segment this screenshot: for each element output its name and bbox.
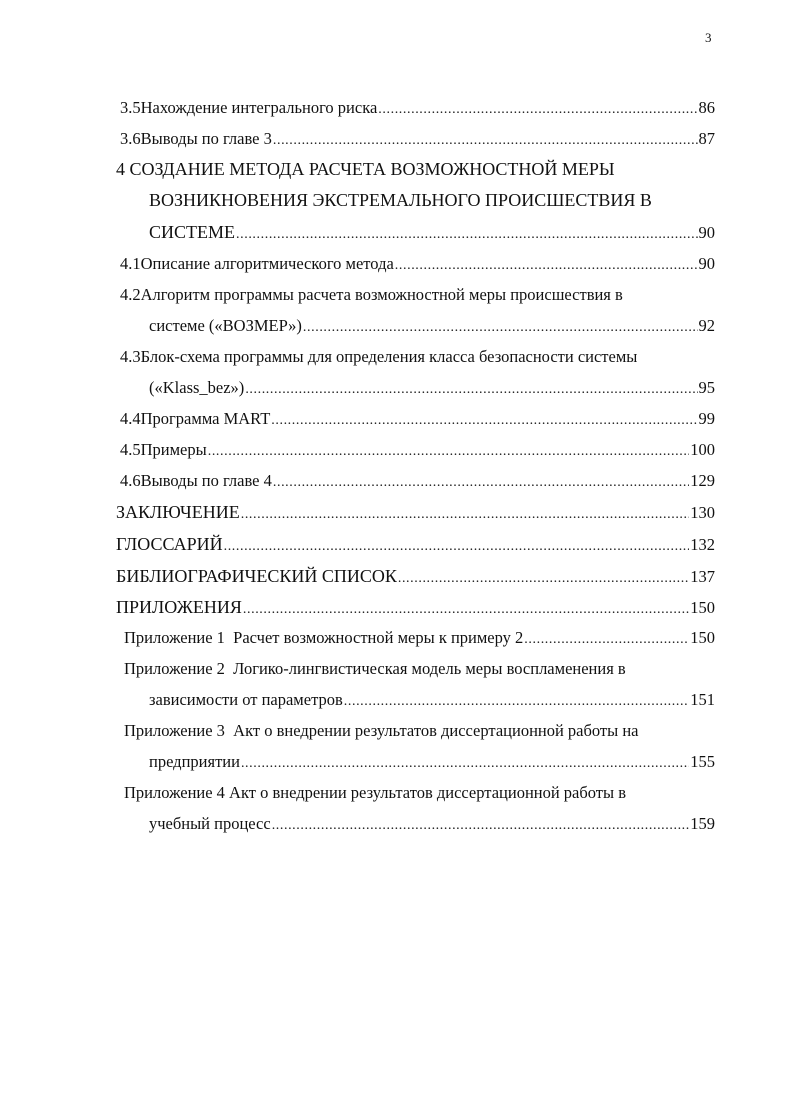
section-title: Блок-схема программы для определения класса безопасности системы bbox=[140, 347, 638, 366]
page-ref: 100 bbox=[690, 440, 715, 459]
leader-dots bbox=[224, 535, 690, 559]
page-ref: 150 bbox=[690, 628, 715, 647]
section-title: ПРИЛОЖЕНИЯ bbox=[116, 597, 242, 617]
page-number: 3 bbox=[705, 30, 712, 45]
section-title-cont: системе («ВОЗМЕР») bbox=[149, 316, 302, 335]
chapter-4-title-line1[interactable]: 4 СОЗДАНИЕ МЕТОДА РАСЧЕТА ВОЗМОЖНОСТНОЙ МЕРЫ bbox=[116, 159, 615, 179]
toc-entry-4-3[interactable] bbox=[149, 376, 715, 400]
section-title: Алгоритм программы расчета возможностной меры происшествия в bbox=[140, 285, 623, 304]
toc-entry-conclusion[interactable] bbox=[116, 500, 715, 524]
leader-dots bbox=[272, 814, 690, 838]
section-title: ГЛОССАРИЙ bbox=[116, 534, 223, 554]
page-ref: 95 bbox=[698, 378, 715, 397]
page-ref: 90 bbox=[698, 254, 715, 273]
toc-entry-appendix-2[interactable] bbox=[149, 688, 715, 712]
leader-dots bbox=[273, 471, 689, 495]
toc-entry-4-6[interactable] bbox=[120, 469, 715, 493]
page-ref: 151 bbox=[690, 690, 715, 709]
page-ref: 129 bbox=[690, 471, 715, 490]
section-title: Программа MART bbox=[140, 409, 271, 428]
leader-dots bbox=[208, 440, 690, 464]
leader-dots bbox=[243, 598, 689, 622]
leader-dots bbox=[395, 254, 698, 278]
section-title-cont: («Klass_bez») bbox=[149, 378, 245, 397]
leader-dots bbox=[241, 752, 689, 776]
section-title: Выводы по главе 3 bbox=[140, 129, 272, 148]
leader-dots bbox=[524, 628, 689, 652]
section-title-cont: зависимости от параметров bbox=[149, 690, 343, 709]
toc-entry-4-2-line1[interactable] bbox=[120, 283, 623, 307]
leader-dots bbox=[236, 223, 697, 247]
section-title-cont: предприятии bbox=[149, 752, 240, 771]
leader-dots bbox=[344, 690, 689, 714]
page-ref: 99 bbox=[698, 409, 715, 428]
page-ref: 132 bbox=[690, 535, 715, 554]
section-title: Выводы по главе 4 bbox=[140, 471, 272, 490]
toc-entry-4-1[interactable] bbox=[120, 252, 715, 276]
toc-entry-bibliography[interactable] bbox=[116, 564, 715, 588]
section-title: Приложение 1 Расчет возможностной меры к примеру 2 bbox=[124, 628, 524, 647]
page-ref: 87 bbox=[698, 129, 715, 148]
leader-dots bbox=[245, 378, 697, 402]
toc-entry-glossary[interactable] bbox=[116, 532, 715, 556]
toc-entry-appendix-3-line1[interactable]: Приложение 3 Акт о внедрении результатов диссертационной работы на bbox=[124, 721, 639, 740]
leader-dots bbox=[273, 129, 698, 153]
section-number: 3.6 bbox=[120, 129, 141, 148]
page-ref: 90 bbox=[698, 223, 715, 242]
section-number: 4.2 bbox=[120, 285, 141, 304]
leader-dots bbox=[378, 98, 697, 122]
toc-entry-4-4[interactable] bbox=[120, 407, 715, 431]
section-title: БИБЛИОГРАФИЧЕСКИЙ СПИСОК bbox=[116, 566, 397, 586]
leader-dots bbox=[241, 503, 690, 527]
toc-entry-appendix-1[interactable] bbox=[124, 626, 715, 650]
page-ref: 159 bbox=[690, 814, 715, 833]
section-title: Примеры bbox=[140, 440, 207, 459]
section-title: Нахождение интегрального риска bbox=[140, 98, 378, 117]
chapter-4-title-line2[interactable]: ВОЗНИКНОВЕНИЯ ЭКСТРЕМАЛЬНОГО ПРОИСШЕСТВИЯ В bbox=[149, 190, 652, 210]
toc-entry-appendix-2-line1[interactable]: Приложение 2 Логико-лингвистическая модель меры воспламенения в bbox=[124, 659, 626, 678]
toc-entry-appendix-4-line1[interactable]: Приложение 4 Акт о внедрении результатов диссертационной работы в bbox=[124, 783, 627, 802]
page-ref: 92 bbox=[698, 316, 715, 335]
page-ref: 137 bbox=[690, 567, 715, 586]
toc-entry-appendix-3[interactable] bbox=[149, 750, 715, 774]
section-title: ЗАКЛЮЧЕНИЕ bbox=[116, 502, 240, 522]
section-number: 4.6 bbox=[120, 471, 141, 490]
toc-entry-4-3-line1[interactable] bbox=[120, 345, 637, 369]
chapter-4-title-line3: СИСТЕМЕ bbox=[149, 222, 236, 242]
section-number: 4.1 bbox=[120, 254, 141, 273]
leader-dots bbox=[303, 316, 698, 340]
section-title: Описание алгоритмического метода bbox=[140, 254, 394, 273]
page-ref: 86 bbox=[698, 98, 715, 117]
section-title-cont: учебный процесс bbox=[149, 814, 271, 833]
toc-entry-3-6[interactable] bbox=[120, 127, 715, 151]
toc-entry-4-2[interactable] bbox=[149, 314, 715, 338]
section-number: 4.3 bbox=[120, 347, 141, 366]
page-ref: 150 bbox=[690, 598, 715, 617]
page-ref: 130 bbox=[690, 503, 715, 522]
section-number: 4.5 bbox=[120, 440, 141, 459]
toc-entry-appendices[interactable] bbox=[116, 595, 715, 619]
leader-dots bbox=[398, 567, 689, 591]
leader-dots bbox=[271, 409, 697, 433]
toc-entry-appendix-4[interactable] bbox=[149, 812, 715, 836]
section-number: 4.4 bbox=[120, 409, 141, 428]
toc-entry-4-5[interactable] bbox=[120, 438, 715, 462]
page-ref: 155 bbox=[690, 752, 715, 771]
section-number: 3.5 bbox=[120, 98, 141, 117]
toc-entry-3-5[interactable] bbox=[120, 96, 715, 120]
toc-entry-chapter-4[interactable] bbox=[149, 220, 715, 244]
